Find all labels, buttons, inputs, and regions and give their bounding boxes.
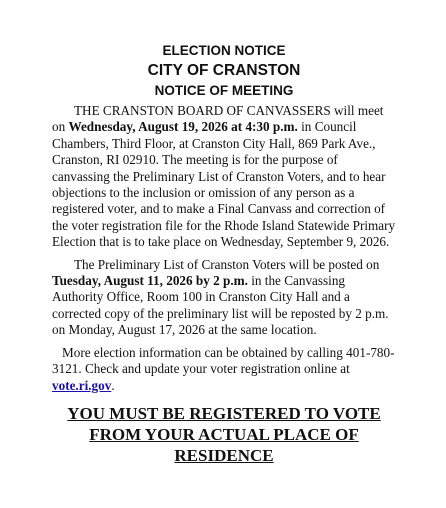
posting-date: Tuesday, August 11, 2026 by 2 p.m.: [52, 273, 248, 289]
meeting-title: NOTICE OF MEETING: [154, 83, 294, 98]
info-paragraph: [52, 345, 396, 394]
meeting-intro: THE CRANSTON BOARD OF CANVASSERS will meet on: [52, 103, 384, 135]
posting-intro: The Preliminary List of Cranston Voters will be posted on: [74, 256, 380, 272]
meeting-details: in Council Chambers, Third Floor, at Cranston City Hall, 869 Park Ave., Cranston, RI 02910. The meeting is for the purpose of canvassing the Preliminary List of Cranston Voters, and to hear objections to the inclusion or omission of any person as a registered voter, and to make a Final Canvass and correction of the voter registration file for the Rhode Island Statewide Primary Election that is to take place on Wednesday, September 9, 2026.: [52, 119, 396, 250]
info-end: .: [111, 377, 115, 393]
notice-title: ELECTION NOTICE: [162, 43, 286, 58]
info-text: More election information can be obtained by calling 401-780-3121. Check and update your voter registration online at: [52, 344, 395, 377]
registration-warning: YOU MUST BE REGISTERED TO VOTE FROM YOUR ACTUAL PLACE OF RESIDENCE: [67, 403, 381, 465]
meeting-paragraph: [52, 103, 396, 251]
meeting-date: Wednesday, August 19, 2026 at 4:30 p.m.: [68, 119, 298, 135]
city-title: CITY OF CRANSTON: [147, 62, 301, 79]
posting-paragraph: [52, 257, 396, 339]
posting-details: in the Canvassing Authority Office, Room 100 in Cranston City Hall and a corrected copy of the preliminary list will be reposted by 2 p.m. on Monday, August 17, 2026 at the same location.: [52, 273, 389, 338]
vote-ri-gov-link[interactable]: vote.ri.gov: [52, 377, 112, 393]
